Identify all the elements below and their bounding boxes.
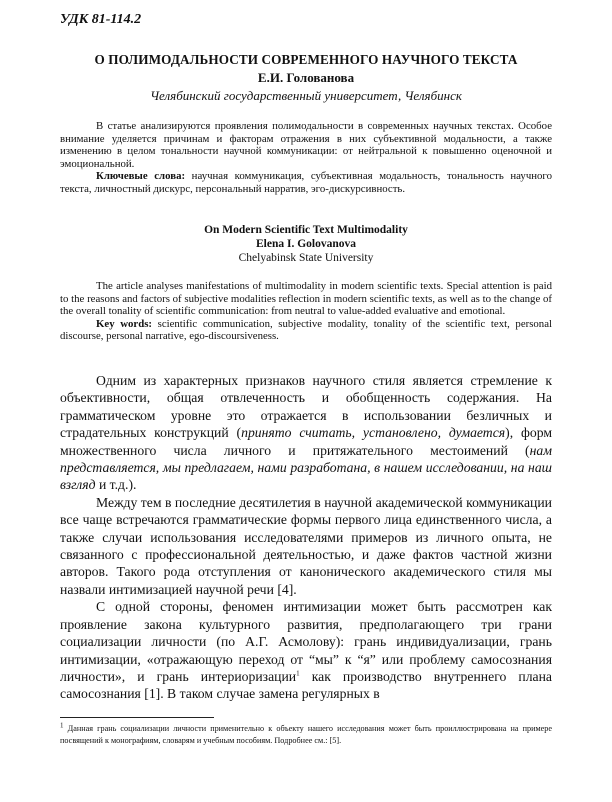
keywords-en-text: scientific communication, subjective modality, tonality of the scientific text, personal discourse, personal narrative, ego-discoursiveness. <box>60 317 552 343</box>
body-paragraph-1 <box>60 372 552 494</box>
body-text: как производство внутреннего плана самосознания [1]. В таком случае замена регулярных в <box>60 668 552 702</box>
body-text: Одним из характерных признаков научного стиля является стремление к объективности, общая отвлеченность и обобщенность содержания. На грамматическом уровне это отражается в использовании безличных и страдательных конструкций ( <box>60 373 552 441</box>
body-text: ), форм множественного числа личного и притяжательного местоимений ( <box>60 425 552 458</box>
body-text: и т.д.). <box>95 477 137 493</box>
keywords-en <box>60 318 552 343</box>
udk-code: УДК 81-114.2 <box>60 12 142 27</box>
footnote-marker: 1 <box>60 721 64 730</box>
keywords-en-label: Key words: <box>96 317 152 330</box>
keywords-ru-text: научная коммуникация, субъективная модальность, тональность научного текста, личностный дискурс, персональный нарратив, эго-дискурсивность. <box>60 170 552 195</box>
keywords-ru-label: Ключевые слова: <box>96 170 186 183</box>
body-paragraph-2: Между тем в последние десятилетия в научной академической коммуникации все чаще встречаются грамматические формы первого лица единственного числа, а также случаи использования исследователями примеров из личного опыта, не связанного с профессиональной деятельностью, и даже фактов частной жизни авторов. Такого рода отступления от канонического академического стиля мы назвали интимизацией научной речи [4]. <box>60 494 552 597</box>
author-ru: Е.И. Голованова <box>257 70 355 85</box>
article-title-ru: О ПОЛИМОДАЛЬНОСТИ СОВРЕМЕННОГО НАУЧНОГО ТЕКСТА <box>94 52 518 67</box>
abstract-en: The article analyses manifestations of multimodality in modern scientific texts. Special attention is paid to the reasons and factors of subjective modalities reflection in modern scientific texts, as well as to the change of the overall tonality of scientific communication: from neutral to value-added evaluative and emotional. <box>60 280 552 318</box>
keywords-ru <box>60 170 552 195</box>
article-title-en: On Modern Scientific Text Multimodality <box>204 224 408 236</box>
footnote <box>60 723 552 747</box>
footnote-text: Данная грань социализации личности применительно к объекту нашего исследования может быть проиллюстрирована на примере посвящений к монографиям, словарям и учебным пособиям. Подробнее см.: [5]. <box>60 724 552 745</box>
footnote-divider <box>60 717 214 718</box>
body-italic-example: принято считать, установлено, думается <box>241 425 506 441</box>
article-body <box>60 372 552 703</box>
abstract-ru-block <box>60 120 552 196</box>
abstract-en-block <box>60 280 552 343</box>
affiliation-ru: Челябинский государственный университет, Челябинск <box>150 88 462 103</box>
body-text: С одной стороны, феномен интимизации может быть рассмотрен как проявление закона культурного развития, предполагающего три грани социализации личности (по А.Г. Асмолову): грань индивидуализации, грань интимизации, «отражающую переход от “мы” к “я” или проблему самосознания личности», и грань интериоризации <box>60 599 552 684</box>
abstract-ru: В статье анализируются проявления полимодальности в современных научных текстах. Особое внимание уделяется причинам и факторам отражения в них субъективной модальности, а также изменению в целом тональности научной коммуникации: от нейтральной к повышенно оценочной и эмоциональной. <box>60 120 552 170</box>
footnote-reference: 1 <box>296 669 300 678</box>
body-paragraph-3 <box>60 598 552 702</box>
author-en: Elena I. Golovanova <box>255 238 356 250</box>
body-italic-example: нам представляется, мы предлагаем, нами разработана, в нашем исследовании, на наш взгляд <box>60 442 552 493</box>
affiliation-en: Chelyabinsk State University <box>238 252 374 264</box>
